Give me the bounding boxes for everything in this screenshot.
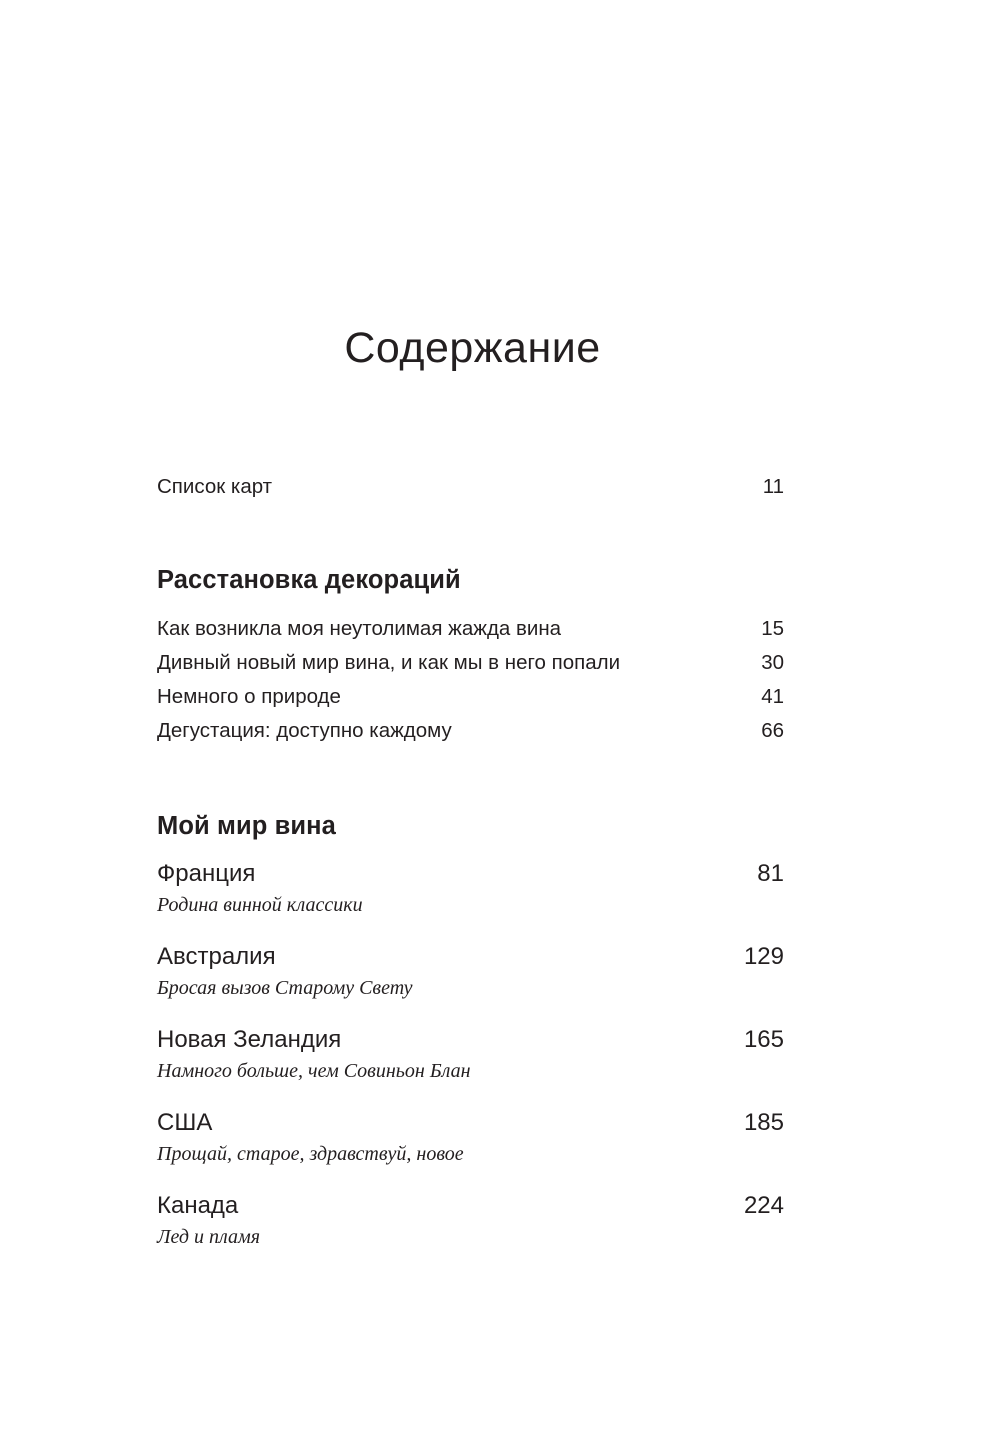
toc-entry-label: Австралия [157,943,276,970]
toc-section-setting-the-scene [157,564,784,748]
toc-entry-list-of-maps[interactable] [157,472,784,502]
toc-entry-page-number: 165 [743,1026,784,1053]
toc-country-list [157,858,784,1251]
toc-entry[interactable] [157,680,784,714]
toc-entry-label: Как возникла моя неутолимая жажда вина [157,617,562,640]
page-title: Содержание [344,324,601,372]
toc-entry[interactable] [157,646,784,680]
toc-section-heading: Расстановка декораций [157,566,461,594]
toc-entry-page-number: 81 [757,860,784,887]
toc-entry-page-number: 41 [761,685,784,708]
toc-section-my-world-of-wine [157,810,784,1251]
toc-entry-subtitle: Родина винной классики [157,894,363,916]
toc-entry-country[interactable] [157,1024,784,1085]
toc-content [157,472,784,1251]
toc-entry-label: США [157,1109,213,1136]
toc-entry-page-number: 66 [761,719,784,742]
toc-section-heading: Мой мир вина [157,812,336,840]
toc-entry-country[interactable] [157,941,784,1002]
toc-entry[interactable] [157,714,784,748]
toc-entry-country[interactable] [157,1107,784,1168]
toc-entry-page-number: 224 [743,1192,784,1219]
toc-entry-subtitle: Намного больше, чем Совиньон Блан [157,1060,471,1082]
toc-entry-page-number: 185 [743,1109,784,1136]
toc-entry-country[interactable] [157,858,784,919]
toc-entry-page-number: 30 [761,651,784,674]
toc-entry-label: Канада [157,1192,239,1219]
toc-entry[interactable] [157,612,784,646]
toc-entry-label: Дивный новый мир вина, и как мы в него попали [157,651,621,674]
toc-entry-subtitle: Бросая вызов Старому Свету [157,977,413,999]
toc-entry-page-number: 129 [743,943,784,970]
toc-entry-country[interactable] [157,1190,784,1251]
toc-entry-page-number: 15 [761,617,784,640]
toc-entry-subtitle: Лед и пламя [157,1226,261,1248]
toc-entry-label: Новая Зеландия [157,1026,342,1053]
toc-entry-label: Дегустация: доступно каждому [157,719,452,742]
toc-entry-subtitle: Прощай, старое, здравствуй, новое [157,1143,464,1165]
toc-entry-label: Немного о природе [157,685,341,708]
toc-chapter-list [157,612,784,748]
toc-entry-label: Франция [157,860,256,887]
toc-entry-page-number: 11 [762,475,784,498]
toc-entry-label: Список карт [157,475,273,498]
